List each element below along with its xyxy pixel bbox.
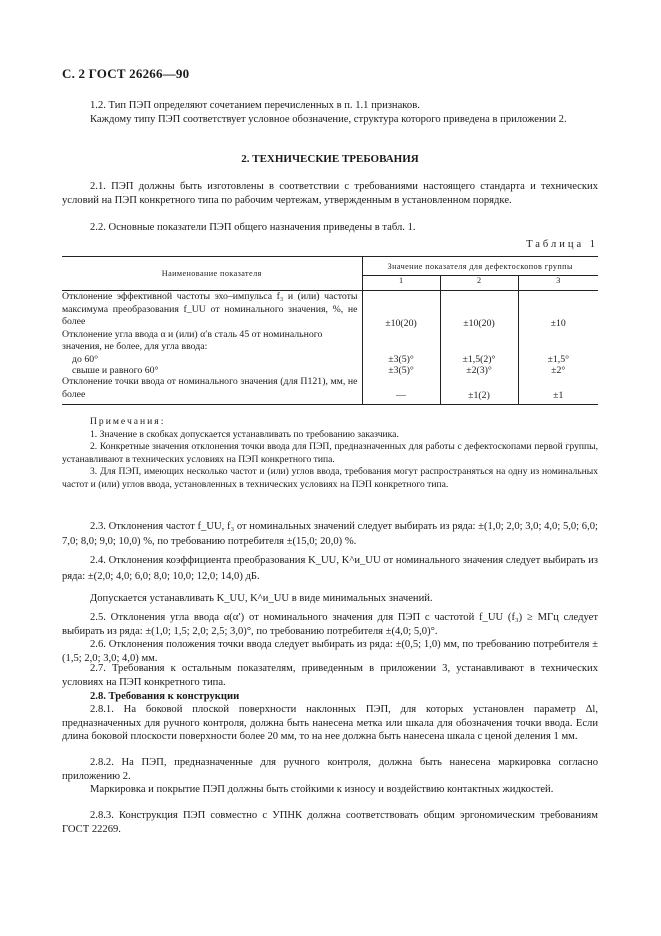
para-2-8-1: 2.8.1. На боковой плоской поверхности наклонных ПЭП, для которых установлен параметр Δl, предназначенных для ручного контроля, должна быть нанесена метка или шкала для обозначения точки ввода. Если длина боковой плоскости поверхности более 20 мм, то на нее должна быть нанесена шкала с ценой деления 1 мм. [62, 704, 598, 743]
para-2-8-2b: Маркировка и покрытие ПЭП должны быть стойкими к износу и воздействию контактных жидкостей. [90, 784, 554, 795]
note-2: 2. Конкретные значения отклонения точки ввода для ПЭП, предназначенных для работы с дефектоскопами первой группы, устанавливают в технических условиях на ПЭП конкретного типа. [62, 441, 598, 465]
row-value: ±1 [553, 390, 564, 402]
row-value: ±1,5(2)° [440, 354, 518, 365]
table-row [62, 291, 598, 329]
row-value: — [362, 376, 440, 405]
notes-title: Примечания: [90, 416, 166, 427]
para-1-2: 1.2. Тип ПЭП определяют сочетанием перечисленных в п. 1.1 признаков. [90, 100, 420, 111]
para-2-4b: Допускается устанавливать K_UU, K^и_UU в виде минимальных значений. [90, 593, 433, 604]
page-header: С. 2 ГОСТ 26266—90 [62, 66, 190, 81]
table-row [62, 354, 598, 365]
row-label: свыше и равного 60° [62, 365, 362, 376]
para-2-7: 2.7. Требования к остальным показателям, приведенным в приложении 3, устанавливают в технических условиях на ПЭП конкретного типа. [62, 663, 598, 688]
row-label: до 60° [62, 354, 362, 365]
row-value: ±3(5)° [362, 354, 440, 365]
para-2-8: 2.8. Требования к конструкции [90, 691, 240, 702]
row-value: ±1(2) [440, 376, 518, 405]
note-1: 1. Значение в скобках допускается устанавливать по требованию заказчика. [90, 429, 399, 440]
row-value: ±10 [550, 317, 566, 329]
col-header-values: Значение показателя для дефектоскопов группы [362, 257, 598, 276]
para-2-2: 2.2. Основные показатели ПЭП общего назначения приведены в табл. 1. [90, 222, 416, 233]
para-1-2b: Каждому типу ПЭП соответствует условное обозначение, структура которого приведена в приложении 2. [90, 114, 567, 125]
data-table [62, 256, 598, 405]
row-value: ±3(5)° [362, 365, 440, 376]
row-value: ±2° [551, 364, 566, 376]
group-1-header: 1 [362, 276, 440, 291]
row-value: ±1,5° [547, 353, 570, 365]
para-2-1: 2.1. ПЭП должны быть изготовлены в соответствии с требованиями настоящего стандарта и технических условий на ПЭП конкретного типа по рабочим чертежам, утвержденным в установленном порядке. [62, 181, 598, 206]
row-label: Отклонение точки ввода от номинального значения (для П121), мм, не более [62, 376, 362, 405]
group-3-header: 3 [556, 276, 561, 285]
para-2-6: 2.6. Отклонения положения точки ввода следует выбирать из ряда: ±(0,5; 1,0) мм, по требованию потребителя ±(1,5; 2,0; 3,0; 4,0) мм. [62, 639, 598, 664]
para-2-4: 2.4. Отклонения коэффициента преобразования K_UU, K^и_UU от номинального значения следует выбирать из ряда: ±(2,0; 4,0; 6,0; 8,0; 10,0; 12,0; 14,0) дБ. [62, 555, 598, 582]
row-value: ±10(20) [362, 291, 440, 329]
row-value: ±2(3)° [440, 365, 518, 376]
row-value: ±10(20) [440, 291, 518, 329]
para-2-5: 2.5. Отклонения угла ввода α(α′) от номинального значения для ПЭП с частотой f_UU (f₃) ≥ МГц следует выбирать из ряда: ±(1,0; 1,5; 2,0; 2,5; 3,0)°, по требованию потребителя ±(4,0; 5,0)°. [62, 612, 598, 637]
table-row [62, 365, 598, 376]
col-header-name: Наименование показателя [62, 257, 362, 291]
note-3: 3. Для ПЭП, имеющих несколько частот и (или) углов ввода, требования могут распространяться на одну из номинальных частот и (или) углов ввода, установленных в технических условиях на ПЭП конкретного типа. [62, 466, 598, 490]
para-2-3: 2.3. Отклонения частот f_UU, f₃ от номинальных значений следует выбирать из ряда: ±(1,0; 2,0; 3,0; 4,0; 5,0; 6,0; 7,0; 8,0; 9,0; 10,0) %, по требованию потребителя ±(15,0; 20,0) %. [62, 521, 598, 547]
section-title: 2. ТЕХНИЧЕСКИЕ ТРЕБОВАНИЯ [241, 153, 419, 165]
group-2-header: 2 [440, 276, 518, 291]
table-row [62, 329, 598, 354]
para-2-8-3: 2.8.3. Конструкция ПЭП совместно с УПНК должна соответствовать общим эргономическим требованиям ГОСТ 22269. [62, 810, 598, 835]
table-row [62, 376, 598, 405]
table-caption: Таблица 1 [526, 239, 598, 250]
row-label: Отклонение эффективной частоты эхо–импульса f₃ и (или) частоты максимума преобразования f_UU от номинального значения, %, не более [62, 291, 362, 329]
para-2-8-2: 2.8.2. На ПЭП, предназначенные для ручного контроля, должна быть нанесена маркировка согласно приложению 2. [62, 757, 598, 782]
row-label: Отклонение угла ввода α и (или) α′в сталь 45 от номинального значения, не более, для угла ввода: [62, 329, 362, 354]
